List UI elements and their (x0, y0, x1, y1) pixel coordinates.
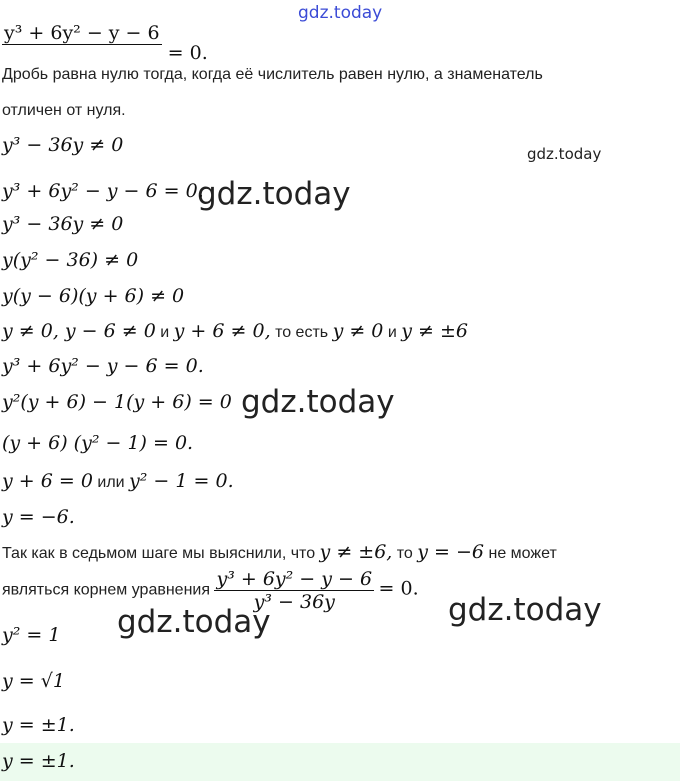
watermark-big: gdz.today (117, 604, 271, 640)
conclusion-fraction-numerator: y³ + 6y² − y − 6 (216, 568, 373, 590)
watermark-big: gdz.today (197, 176, 351, 212)
or-line-b: y² − 1 = 0. (129, 470, 234, 492)
conclusion-math: y = −6 (417, 541, 485, 563)
final-answer-row (0, 743, 680, 781)
top-fraction (2, 22, 208, 62)
conclusion-text: то (396, 545, 413, 562)
conclusion-fraction-denominator: y³ − 36y (253, 591, 335, 613)
step7-c: y ≠ 0 (332, 320, 384, 342)
step7-b: y + 6 ≠ 0, (173, 320, 271, 342)
step7-and: и (387, 324, 397, 341)
math-line: y = ±1. (2, 714, 75, 736)
math-line: y³ + 6y² − y − 6 = 0. (2, 180, 204, 202)
math-line: y = √1 (2, 670, 65, 692)
conclusion-text: являться корнем уравнения (2, 581, 211, 599)
math-line: y(y − 6)(y + 6) ≠ 0 (2, 285, 185, 307)
or-line-a: y + 6 = 0 (2, 470, 93, 492)
math-line: y³ − 36y ≠ 0 (2, 134, 124, 156)
math-line: y² = 1 (2, 624, 61, 646)
step7-a: y ≠ 0, y − 6 ≠ 0 (2, 320, 156, 342)
math-line: (y + 6) (y² − 1) = 0. (2, 432, 194, 454)
math-line: y = −6. (2, 506, 75, 528)
conclusion-eq: = 0. (378, 577, 419, 600)
step7-line (2, 320, 468, 342)
condition-text-2: отличен от нуля. (2, 102, 126, 119)
math-line: y³ − 36y ≠ 0 (2, 213, 124, 235)
step7-d: y ≠ ±6 (401, 320, 468, 342)
math-line: y²(y + 6) − 1(y + 6) = 0 (2, 391, 232, 413)
final-answer: y = ±1. (2, 750, 75, 772)
math-line: y³ + 6y² − y − 6 = 0. (2, 355, 204, 377)
condition-text-1: Дробь равна нулю тогда, когда её числитель равен нулю, а знаменатель (2, 66, 543, 83)
math-line: y(y² − 36) ≠ 0 (2, 249, 139, 271)
conclusion-text: не может (488, 545, 557, 562)
conclusion-line-2 (2, 568, 419, 613)
top-fraction-numerator: y³ + 6y² − y − 6 (4, 22, 160, 44)
watermark-big: gdz.today (241, 384, 395, 420)
conclusion-line-1 (2, 541, 557, 563)
watermark-top: gdz.today (298, 3, 383, 23)
watermark-small-right: gdz.today (527, 145, 602, 163)
watermark-big: gdz.today (448, 592, 602, 628)
step7-and: и (160, 324, 170, 341)
conclusion-fraction (214, 568, 374, 613)
step7-that-is: то есть (275, 324, 329, 341)
or-line (2, 470, 234, 492)
conclusion-math: y ≠ ±6, (319, 541, 393, 563)
conclusion-text: Так как в седьмом шаге мы выяснили, что (2, 545, 316, 562)
or-word: или (97, 474, 125, 491)
top-fraction-eq: = 0. (167, 42, 208, 62)
